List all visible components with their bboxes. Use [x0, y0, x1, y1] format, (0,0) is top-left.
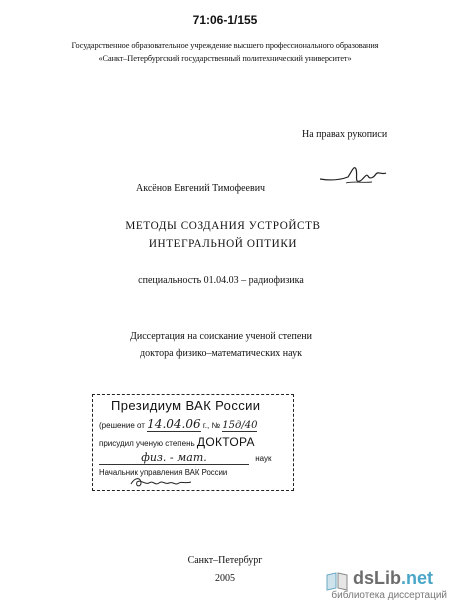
- city: Санкт–Петербург: [187, 555, 263, 566]
- author-name: Аксёнов Евгений Тимофеевич: [136, 183, 266, 194]
- stamp-title: Президиум ВАК России: [111, 398, 261, 413]
- manuscript-rights-note: На правах рукописи: [302, 129, 388, 140]
- stamp-field-handwritten: физ. - мат.: [99, 451, 249, 465]
- title-line-1: МЕТОДЫ СОЗДАНИЯ УСТРОЙСТВ: [125, 220, 321, 232]
- stamp-decision-g: г.,: [202, 421, 210, 430]
- stamp-head-title: Начальник управления ВАК России: [99, 468, 228, 477]
- book-icon: [325, 571, 349, 591]
- vak-stamp: [92, 394, 294, 491]
- stamp-decision-line: [99, 417, 257, 432]
- document-code: 71:06-1/155: [192, 13, 258, 27]
- stamp-signature-image: [129, 475, 199, 489]
- organization-line-2: «Санкт–Петербургский государственный политехнический университет»: [98, 54, 352, 63]
- watermark-brand: [353, 568, 433, 589]
- watermark-brand-main: dsLib: [353, 568, 401, 588]
- signature-image: [318, 161, 388, 189]
- stamp-decision-number: 15д/40: [222, 420, 258, 431]
- dissertation-line-1: Диссертация на соискание ученой степени: [130, 331, 312, 342]
- dslib-watermark: [323, 568, 447, 606]
- dissertation-line-2: доктора физико–математических наук: [140, 348, 302, 359]
- title-line-2: ИНТЕГРАЛЬНОЙ ОПТИКИ: [148, 238, 298, 250]
- stamp-decision-prefix: (решение от: [99, 421, 145, 430]
- watermark-subtitle: библиотека диссертаций: [331, 590, 447, 601]
- stamp-awarded-line: [99, 435, 255, 449]
- stamp-degree: ДОКТОРА: [196, 435, 255, 449]
- stamp-field-line: [99, 451, 289, 465]
- stamp-field-suffix: наук: [255, 454, 272, 463]
- organization-line-1: Государственное образовательное учреждение высшего профессионального образования: [71, 41, 379, 50]
- stamp-decision-date: 14.04.06: [147, 417, 201, 431]
- specialty-line: специальность 01.04.03 – радиофизика: [138, 275, 304, 286]
- watermark-brand-tld: .net: [401, 568, 434, 588]
- stamp-awarded-prefix: присудил ученую степень: [99, 439, 195, 448]
- year: 2005: [215, 573, 235, 584]
- stamp-decision-no-label: №: [211, 421, 221, 430]
